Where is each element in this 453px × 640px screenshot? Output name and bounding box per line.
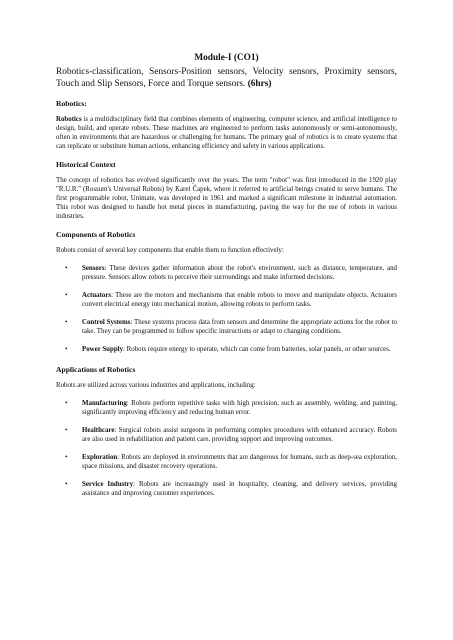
history-heading: Historical Context	[56, 160, 116, 169]
list-item-text: : These are the motors and mechanisms that enable robots to move and manipulate objects. Actuators convert electrical energy into mechanical motion, allowing robots to perform tasks.	[82, 292, 397, 308]
module-topics: Robotics-classification, Sensors-Position sensors, Velocity sensors, Proximity sensors, Touch and Slip Sensors, Force and Torque sensors.	[56, 67, 397, 89]
bullet-icon: •	[65, 264, 68, 272]
list-item-term: Service Industry	[82, 481, 134, 488]
module-title: Module-I (CO1)	[194, 53, 259, 63]
list-item	[56, 264, 397, 282]
list-item	[56, 453, 397, 471]
list-item-text: : Robots are increasingly used in hospitality, cleaning, and delivery services, providing assistance and improving customer experiences.	[82, 481, 397, 497]
bullet-icon: •	[65, 345, 68, 353]
list-item-text: : These systems process data from sensors and determine the appropriate actions for the robot to take. They can be programmed to follow specific instructions or adapt to changing conditions.	[82, 319, 397, 335]
list-item	[56, 426, 397, 444]
list-item-term: Power Supply	[82, 346, 124, 353]
list-item	[56, 318, 397, 336]
robotics-heading: Robotics:	[56, 99, 87, 108]
list-item-text: : Surgical robots assist surgeons in performing complex procedures with enhanced accuracy. Robots are also used in rehabilitation and patient care, providing support and improving outcomes.	[82, 427, 397, 443]
list-item	[56, 291, 397, 309]
bullet-icon: •	[65, 480, 68, 488]
list-item	[56, 345, 397, 354]
list-item-text: : Robots require energy to operate, which can come from batteries, solar panels, or other sources.	[123, 346, 391, 353]
list-item-text: : Robots are deployed in environments that are dangerous for humans, such as deep-sea exploration, space missions, and disaster recovery operations.	[82, 454, 397, 470]
list-item-term: Control Systems	[82, 319, 131, 326]
list-item-term: Manufacturing	[82, 400, 127, 407]
bullet-icon: •	[65, 453, 68, 461]
list-item-term: Exploration	[82, 454, 118, 461]
list-item-term: Actuators	[82, 292, 112, 299]
components-lead: Robots consist of several key components that enable them to function effectively:	[56, 247, 284, 254]
module-hours: (6hrs)	[247, 79, 272, 89]
robotics-text: is a multidisciplinary field that combines elements of engineering, computer science, and artificial intelligence to design, build, and operate robots. These machines are engineered to perform tasks autonomously or semi-autonomously, often in environments that are hazardous or challenging for humans. The primary goal of robotics is to create systems that can replicate or substitute human actions, enhancing efficiency and safety in various applications.	[56, 116, 397, 150]
list-item	[56, 480, 397, 498]
bullet-icon: •	[65, 426, 68, 434]
list-item-text: : Robots perform repetitive tasks with high precision, such as assembly, welding, and painting, significantly improving efficiency and reducing human error.	[82, 400, 397, 416]
robotics-paragraph	[56, 115, 397, 151]
components-list	[56, 264, 397, 354]
list-item-text: : These devices gather information about the robot's environment, such as distance, temperature, and pressure. Sensors allow robots to perceive their surroundings and make informed decisions.	[82, 265, 397, 281]
applications-heading: Applications of Robotics	[56, 365, 136, 374]
robotics-term: Robotics	[56, 116, 82, 123]
applications-lead: Robots are utilized across various industries and applications, including:	[56, 382, 256, 389]
list-item-term: Sensors	[82, 265, 105, 272]
components-heading: Components of Robotics	[56, 230, 136, 239]
bullet-icon: •	[65, 399, 68, 407]
list-item	[56, 399, 397, 417]
module-intro	[56, 66, 397, 90]
list-item-term: Healthcare	[82, 427, 115, 434]
history-paragraph: The concept of robotics has evolved significantly over the years. The term "robot" was first introduced in the 1920 play "R.U.R." (Rossum's Universal Robots) by Karel Čapek, where it referred to artificial beings created to serve humans. The first programmable robot, Unimate, was developed in 1961 and marked a significant milestone in industrial automation. This robot was designed to handle hot metal pieces in manufacturing, paving the way for the use of robots in various industries.	[56, 177, 397, 220]
bullet-icon: •	[65, 318, 68, 326]
applications-list	[56, 399, 397, 498]
bullet-icon: •	[65, 291, 68, 299]
